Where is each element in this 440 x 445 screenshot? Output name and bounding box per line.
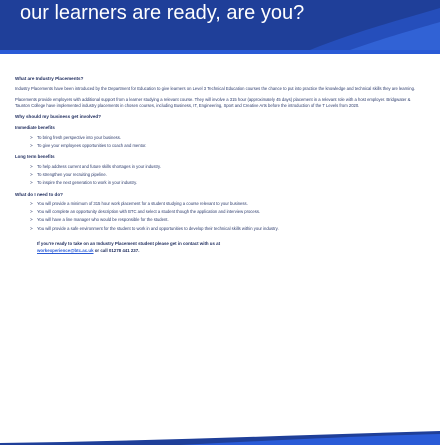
contact-email-link[interactable]: workexperience@btc.ac.uk [37, 247, 94, 253]
footer-swoosh-graphic [0, 431, 440, 445]
header-banner [0, 0, 440, 54]
document-body [15, 76, 425, 253]
arrow-bullet-icon: > [30, 201, 33, 207]
immediate-benefits-heading: Immediate benefits [15, 124, 55, 130]
list-item: > To give your employees opportunities to coach and mentor. [30, 142, 147, 148]
arrow-bullet-icon: > [30, 134, 33, 140]
banner-headline: our learners are ready, are you? [20, 2, 305, 24]
contact-text: If you're ready to take on an Industry Placement student please get in contact with us at [37, 241, 221, 247]
contact-block [37, 241, 425, 253]
list-item: > To inspire the next generation to work in your industry. [30, 180, 138, 186]
requirements-list [15, 201, 425, 231]
arrow-bullet-icon: > [30, 225, 33, 231]
list-item: > You will provide a safe environment for the student to work in and opportunities to develop their technical skills within your industry. [30, 225, 279, 231]
longterm-benefits-heading: Long term benefits [15, 154, 55, 160]
contact-phone: or call 01278 441 237. [93, 247, 140, 253]
arrow-bullet-icon: > [30, 171, 33, 177]
arrow-bullet-icon: > [30, 142, 33, 148]
list-item: > You will complete an opportunity description with BTC and select a student though the application and interview process. [30, 209, 261, 215]
arrow-bullet-icon: > [30, 180, 33, 186]
longterm-benefits-list [15, 164, 425, 186]
list-item: > You will provide a minimum of 315 hour work placement for a student studying a course relevant to your business. [30, 201, 248, 207]
banner-swoosh-graphic [270, 0, 440, 50]
intro-heading: What are Industry Placements? [15, 76, 84, 81]
list-item: > To strengthen your recruiting pipeline. [30, 171, 107, 177]
intro-paragraph-1: Industry Placements have been introduced by the Department for Education to give learners on Level 3 Technical Education courses the chance to put into practice the knowledge and technical skills they are learning. [15, 85, 416, 91]
why-heading: Why should my business get involved? [15, 114, 102, 120]
contact-details [37, 248, 425, 254]
arrow-bullet-icon: > [30, 209, 33, 215]
intro-paragraph-2: Placements provide employers with additional support from a learner studying a relevant course. They will involve a 315 hour (approximately 45 days) placement in a relevant role with a host employer. Bridgwater & Taunton College have implemented industry placements in chosen courses, including Business, IT, Engineering, Sport and Creative Arts before the introduction of the T Levels from 2020. [15, 97, 411, 108]
list-item: > To help address current and future skills shortages in your industry. [30, 163, 161, 169]
arrow-bullet-icon: > [30, 217, 33, 223]
immediate-benefits-list [15, 135, 425, 149]
arrow-bullet-icon: > [30, 163, 33, 169]
need-heading: What do I need to do? [15, 191, 63, 197]
list-item: > To bring fresh perspective into your business. [30, 134, 122, 140]
list-item: > You will have a line manager who would be responsible for the student. [30, 217, 169, 223]
